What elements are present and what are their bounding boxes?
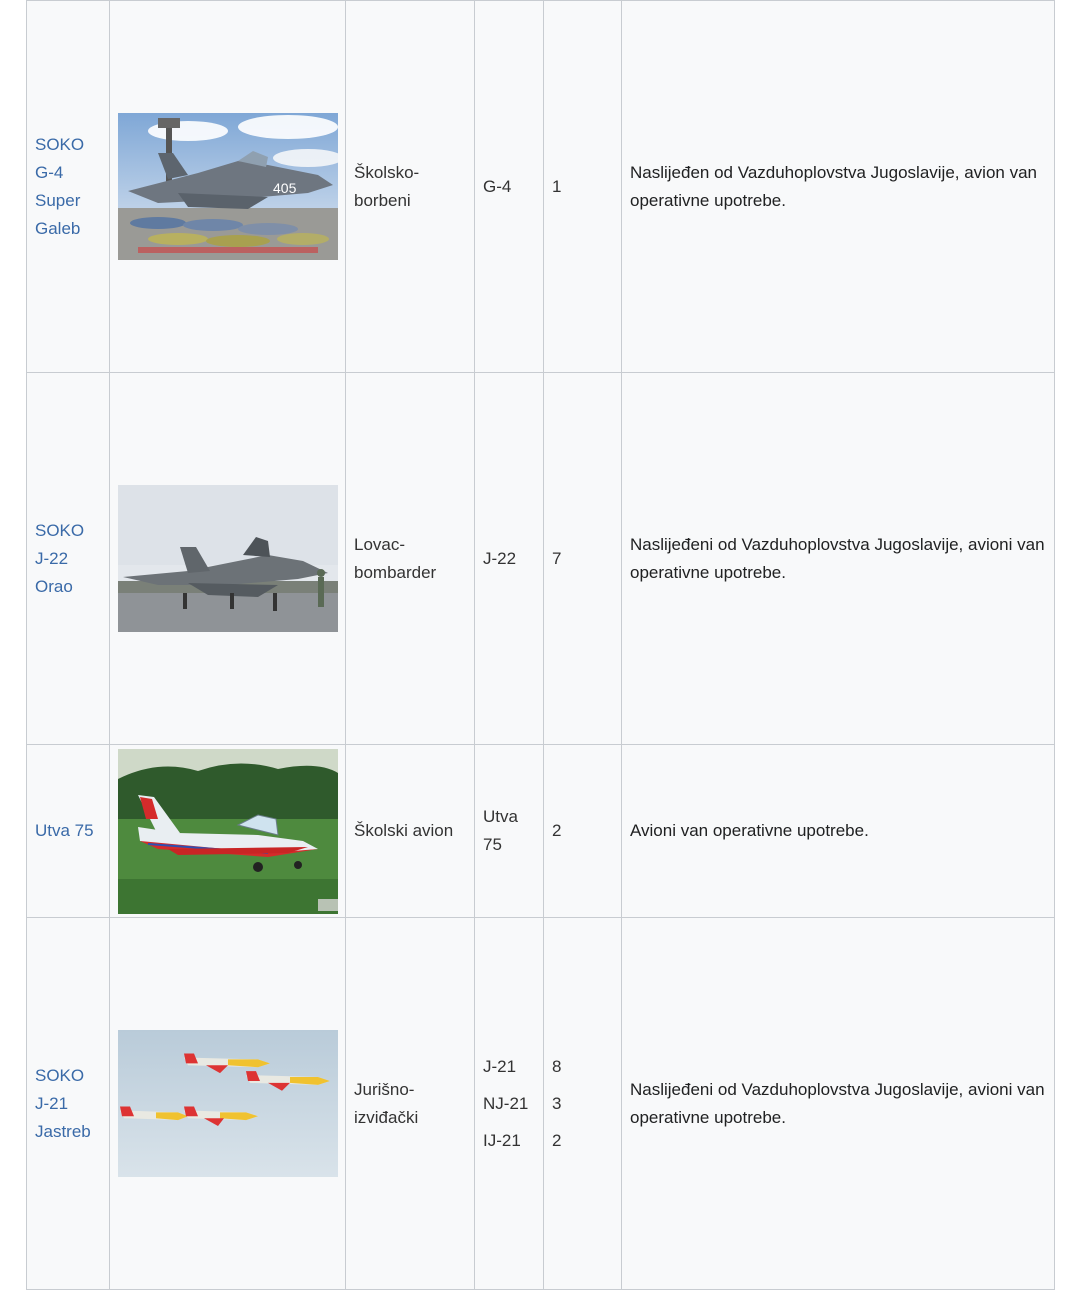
count-value: 2 bbox=[552, 1130, 562, 1150]
variant-label: NJ-21 bbox=[483, 1093, 529, 1113]
light-trainer-photo-icon[interactable] bbox=[118, 749, 338, 914]
aircraft-note-cell: Naslijeđeni od Vazduhoplovstva Jugoslavije, avioni van operativne upotrebe. bbox=[622, 373, 1055, 745]
aircraft-name-link[interactable]: SOKO J-21 Jastreb bbox=[35, 1065, 91, 1141]
aircraft-image-cell bbox=[110, 918, 346, 1290]
table-row bbox=[27, 373, 1055, 745]
aircraft-count-cell bbox=[544, 1, 622, 373]
aircraft-note-cell: Naslijeđen od Vazduhoplovstva Jugoslavije, avion van operativne upotrebe. bbox=[622, 1, 1055, 373]
aircraft-count-cell bbox=[544, 918, 622, 1290]
table-row bbox=[27, 1, 1055, 373]
count-value: 2 bbox=[552, 821, 562, 840]
aircraft-name-link[interactable]: Utva 75 bbox=[35, 821, 94, 840]
aircraft-name-link[interactable]: SOKO G-4 Super Galeb bbox=[35, 134, 85, 238]
formation-jets-photo-icon[interactable] bbox=[118, 1030, 338, 1177]
svg-text:405: 405 bbox=[273, 180, 297, 196]
count-value: 1 bbox=[552, 176, 562, 196]
aircraft-count-cell bbox=[544, 373, 622, 745]
aircraft-variant-cell bbox=[475, 745, 544, 918]
table-row bbox=[27, 745, 1055, 918]
count-value: 7 bbox=[552, 548, 562, 568]
aircraft-name-cell bbox=[27, 745, 110, 918]
aircraft-image-cell bbox=[110, 745, 346, 918]
aircraft-variant-cell bbox=[475, 918, 544, 1290]
aircraft-image-cell bbox=[110, 1, 346, 373]
variant-label: J-22 bbox=[483, 548, 517, 568]
aircraft-role-cell: Lovac-bombarder bbox=[346, 373, 475, 745]
aircraft-role-cell: Školski avion bbox=[346, 745, 475, 918]
aircraft-table bbox=[26, 0, 1055, 1290]
attack-jet-photo-icon[interactable] bbox=[118, 485, 338, 632]
variant-label: J-21 bbox=[483, 1056, 517, 1076]
variant-label: G-4 bbox=[483, 176, 512, 196]
count-value: 8 bbox=[552, 1056, 562, 1076]
jet-trainer-photo-icon[interactable] bbox=[118, 113, 338, 260]
aircraft-note-cell: Naslijeđeni od Vazduhoplovstva Jugoslavije, avioni van operativne upotrebe. bbox=[622, 918, 1055, 1290]
table-row bbox=[27, 918, 1055, 1290]
aircraft-name-cell bbox=[27, 373, 110, 745]
aircraft-role-cell: Jurišno-izviđački bbox=[346, 918, 475, 1290]
aircraft-role-cell: Školsko-borbeni bbox=[346, 1, 475, 373]
aircraft-variant-cell bbox=[475, 373, 544, 745]
aircraft-name-cell bbox=[27, 918, 110, 1290]
aircraft-image-cell bbox=[110, 373, 346, 745]
aircraft-variant-cell bbox=[475, 1, 544, 373]
variant-label: IJ-21 bbox=[483, 1130, 521, 1150]
aircraft-name-cell bbox=[27, 1, 110, 373]
count-value: 3 bbox=[552, 1093, 562, 1113]
variant-label: Utva 75 bbox=[483, 807, 518, 854]
aircraft-note-cell: Avioni van operativne upotrebe. bbox=[622, 745, 1055, 918]
aircraft-count-cell bbox=[544, 745, 622, 918]
aircraft-name-link[interactable]: SOKO J-22 Orao bbox=[35, 520, 85, 596]
